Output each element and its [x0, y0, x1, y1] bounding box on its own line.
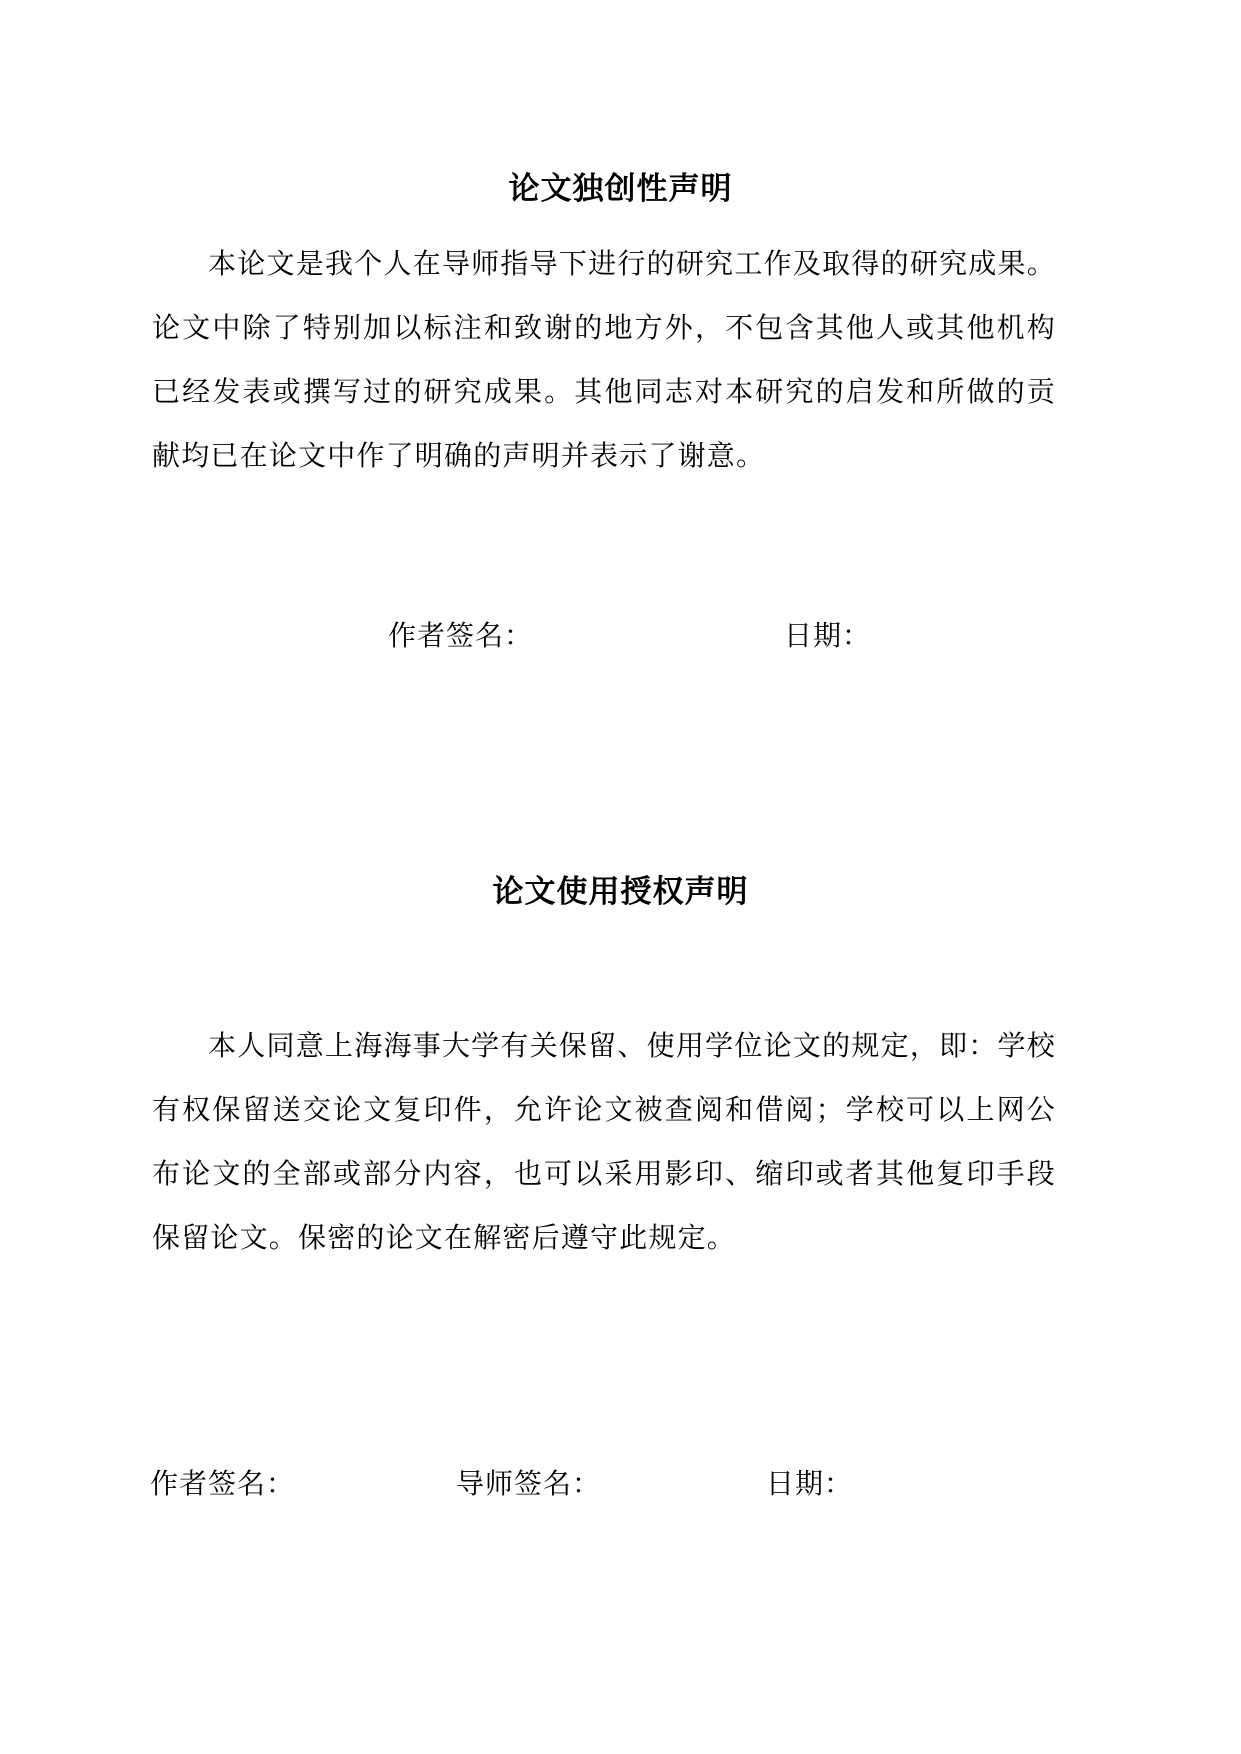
- originality-declaration-body: 本论文是我个人在导师指导下进行的研究工作及取得的研究成果。论文中除了特别加以标注和致谢的地方外，不包含其他人或其他机构已经发表或撰写过的研究成果。其他同志对本研究的启发和所做的贡献均已在论文中作了明确的声明并表示了谢意。: [152, 247, 1056, 472]
- originality-declaration-title: 论文独创性声明: [508, 171, 733, 207]
- authorization-author-signature-label: 作者签名：: [150, 1467, 296, 1500]
- authorization-declaration-body: 本人同意上海海事大学有关保留、使用学位论文的规定，即：学校有权保留送交论文复印件，允许论文被查阅和借阅；学校可以上网公布论文的全部或部分内容，也可以采用影印、缩印或者其他复印手段保留论文。保密的论文在解密后遵守此规定。: [152, 1029, 1056, 1254]
- authorization-declaration-title: 论文使用授权声明: [492, 874, 749, 910]
- originality-date-label: 日期：: [784, 619, 872, 652]
- authorization-advisor-signature-label: 导师签名：: [456, 1467, 602, 1500]
- authorization-date-label: 日期：: [766, 1467, 854, 1500]
- originality-author-signature-label: 作者签名：: [388, 619, 534, 652]
